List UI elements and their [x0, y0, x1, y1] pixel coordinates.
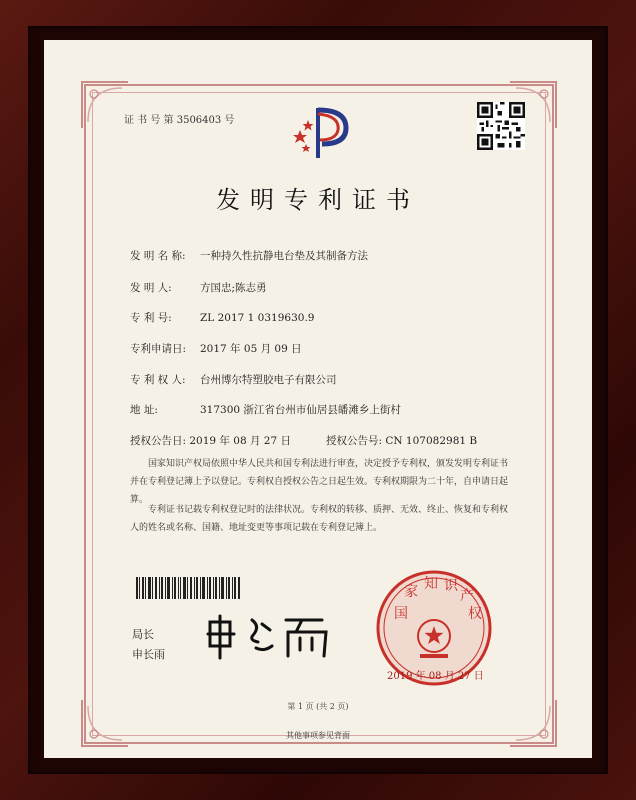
field-label: 发 明 人:: [130, 282, 172, 294]
chief-name: 申长雨: [132, 648, 165, 661]
field-label: 专 利 号:: [130, 312, 172, 324]
grant-number: 授权公告号: CN 107082981 B: [326, 435, 478, 447]
barcode-icon: [136, 577, 241, 599]
field-filing-date: [130, 341, 302, 356]
page-number: 第 1 页 (共 2 页): [287, 702, 349, 711]
certificate-paper: [44, 40, 592, 758]
field-invention-name: [130, 248, 368, 263]
field-label: 发 明 名 称:: [130, 250, 186, 262]
qr-code-icon: [477, 102, 525, 150]
svg-text:国 家 知: 国 家 知 识 产 权: [394, 576, 482, 622]
field-address: [130, 402, 401, 417]
field-value: 台州博尔特塑胶电子有限公司: [200, 374, 337, 386]
field-patent-number: [130, 310, 314, 325]
cnipa-logo-icon: [288, 100, 356, 168]
paragraph-grant: 国家知识产权局依照中华人民共和国专利法进行审查，决定授予专利权，颁发发明专利证书并在专利登记簿上予以登记。专利权自授权公告之日起生效。专利权期限为二十年，自申请日起算。: [130, 459, 509, 505]
handwritten-signature-icon: [204, 612, 344, 662]
field-value: 一种持久性抗静电台垫及其制备方法: [200, 250, 368, 262]
field-value: ZL 2017 1 0319630.9: [200, 312, 315, 324]
certificate-number: 证 书 号 第 3506403 号: [124, 115, 235, 126]
certificate-title: 发明专利证书: [216, 186, 420, 214]
field-label: 专利申请日:: [130, 343, 187, 355]
field-value: 317300 浙江省台州市仙居县皤滩乡上街村: [200, 404, 401, 416]
field-label: 地 址:: [130, 404, 158, 416]
field-patentee: [130, 372, 337, 387]
footer-note: 其他事项参见背面: [286, 731, 350, 740]
paragraph-legal-status: 专利证书记载专利权登记时的法律状况。专利权的转移、质押、无效、终止、恢复和专利权人的姓名或名称、国籍、地址变更等事项记载在专利登记簿上。: [130, 505, 509, 533]
grant-date: 授权公告日: 2019 年 08 月 27 日: [130, 435, 292, 447]
chief-title: 局长: [132, 628, 154, 641]
field-value: 方国忠;陈志勇: [200, 282, 267, 294]
seal-date: 2019 年 08 月 27 日: [387, 671, 484, 682]
field-value: 2017 年 05 月 09 日: [200, 343, 302, 355]
field-label: 专 利 权 人:: [130, 374, 186, 386]
field-inventor: [130, 280, 267, 295]
